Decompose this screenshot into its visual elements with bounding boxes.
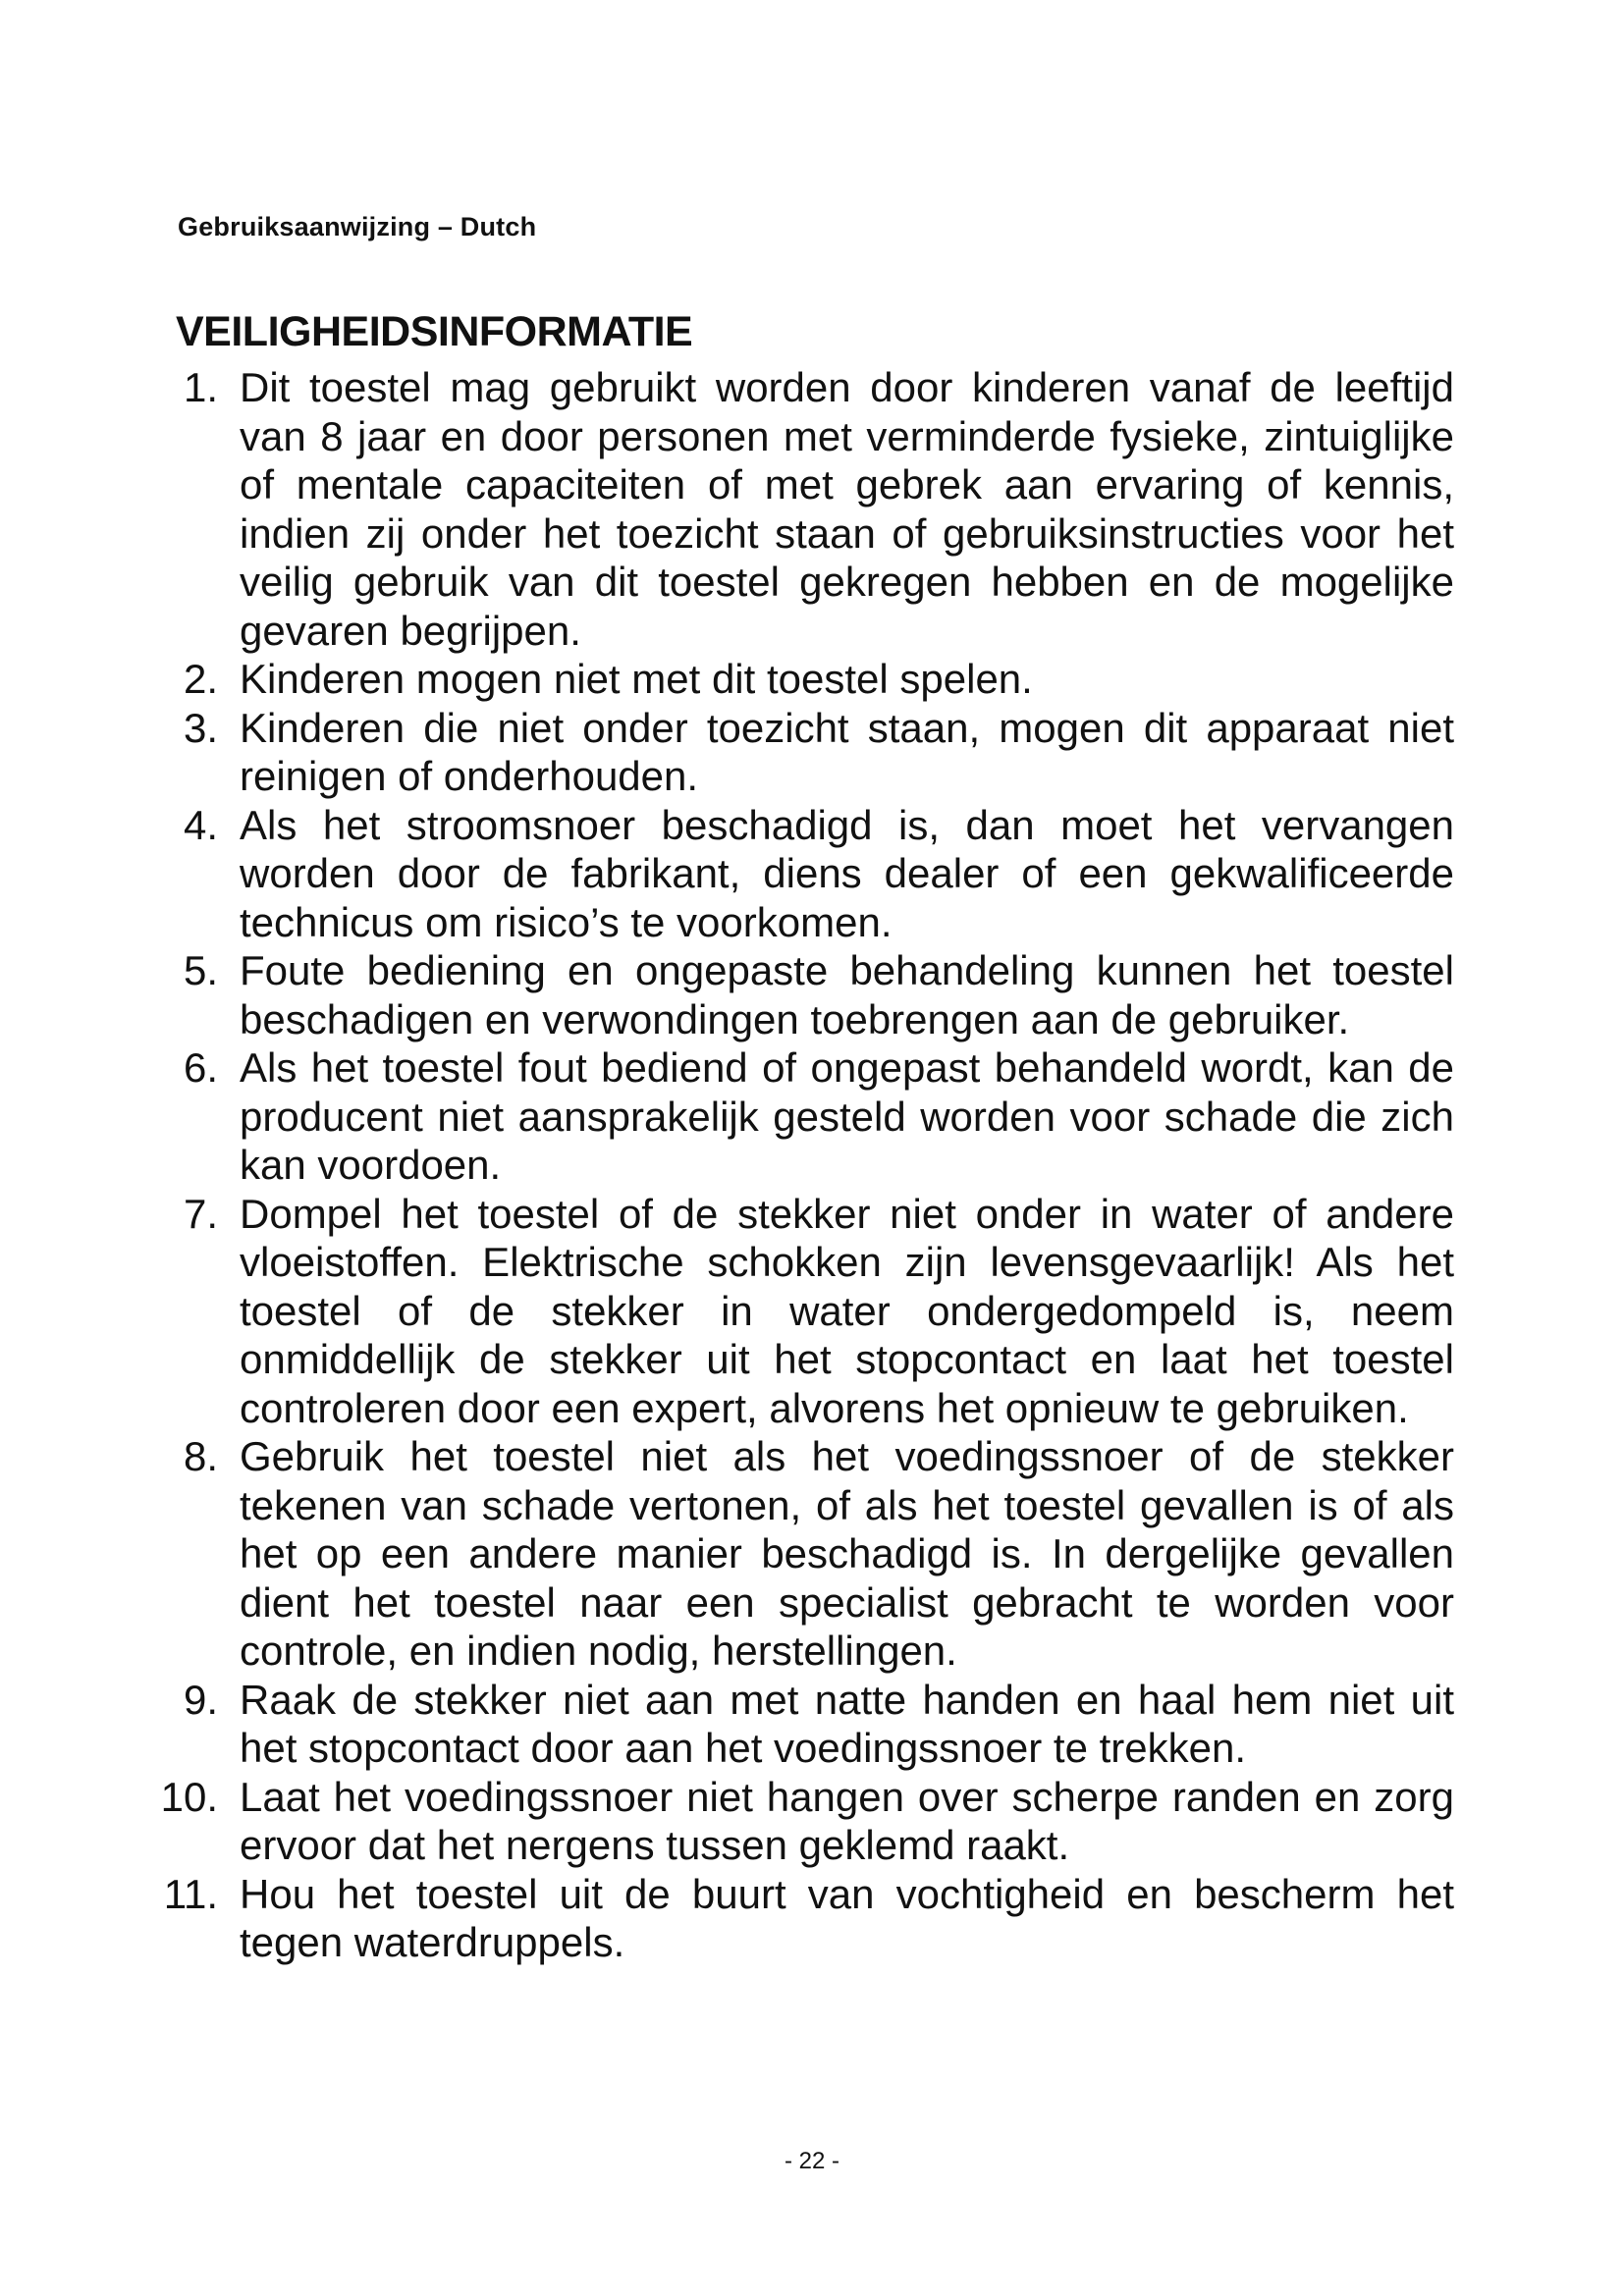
- item-text: Foute bediening en ongepaste behandeling kunnen het toestel beschadigen en verwondingen toebrengen aan de gebruiker.: [240, 947, 1454, 1042]
- item-text: Kinderen die niet onder toezicht staan, mogen dit apparaat niet reinigen of onderhouden.: [240, 704, 1454, 799]
- item-text: Als het stroomsnoer beschadigd is, dan moet het vervangen worden door de fabrikant, diens dealer of een gekwalificeerde technicus om risico’s te voorkomen.: [240, 801, 1454, 945]
- item-number: 4.: [183, 801, 218, 848]
- document-header: Gebruiksaanwijzing – Dutch: [178, 212, 537, 241]
- page-number: - 22 -: [784, 2148, 839, 2174]
- safety-instructions-list: [147, 363, 1483, 1967]
- list-item: [147, 1190, 1483, 1433]
- item-number: 7.: [183, 1190, 218, 1237]
- list-item: [147, 1432, 1483, 1676]
- section-title: VEILIGHEIDSINFORMATIE: [176, 308, 693, 355]
- item-text: Kinderen mogen niet met dit toestel spelen.: [240, 656, 1033, 702]
- item-number: 1.: [183, 364, 218, 410]
- list-item: [147, 1043, 1483, 1190]
- item-text: Dit toestel mag gebruikt worden door kinderen vanaf de leeftijd van 8 jaar en door personen met verminderde fysieke, zintuiglijke of mentale capaciteiten of met gebrek aan ervaring of kennis, indien zij onder het toezicht staan of gebruiksinstructies voor het veilig gebruik van dit toestel gekregen hebben en de mogelijke gevaren begrijpen.: [240, 364, 1454, 654]
- item-number: 6.: [183, 1044, 218, 1091]
- list-item: [147, 655, 1483, 704]
- list-item: [147, 1676, 1483, 1773]
- item-text: Raak de stekker niet aan met natte handen en haal hem niet uit het stopcontact door aan het voedingssnoer te trekken.: [240, 1676, 1454, 1771]
- item-number: 3.: [183, 704, 218, 751]
- item-number: 9.: [183, 1676, 218, 1723]
- item-number: 10.: [160, 1773, 218, 1820]
- item-text: Laat het voedingssnoer niet hangen over scherpe randen en zorg ervoor dat het nergens tussen geklemd raakt.: [240, 1773, 1454, 1868]
- item-text: Gebruik het toestel niet als het voedingssnoer of de stekker tekenen van schade vertonen, of als het toestel gevallen is of als het op een andere manier beschadigd is. In dergelijke gevallen dient het toestel naar een specialist gebracht te worden voor controle, en indien nodig, herstellingen.: [240, 1433, 1454, 1674]
- list-item: [147, 363, 1483, 655]
- item-number: 5.: [183, 947, 218, 993]
- item-text: Hou het toestel uit de buurt van vochtigheid en bescherm het tegen waterdruppels.: [240, 1870, 1454, 1965]
- item-text: Als het toestel fout bediend of ongepast behandeld wordt, kan de producent niet aansprakelijk gesteld worden voor schade die zich kan voordoen.: [240, 1044, 1454, 1188]
- list-item: [147, 946, 1483, 1043]
- list-item: [147, 1773, 1483, 1870]
- list-item: [147, 704, 1483, 801]
- item-number: 8.: [183, 1433, 218, 1479]
- item-number: 11.: [163, 1870, 218, 1917]
- item-number: 2.: [183, 656, 218, 702]
- list-item: [147, 1870, 1483, 1967]
- list-item: [147, 801, 1483, 947]
- item-text: Dompel het toestel of de stekker niet onder in water of andere vloeistoffen. Elektrische schokken zijn levensgevaarlijk! Als het toestel of de stekker in water ondergedompeld is, neem onmiddellijk de stekker uit het stopcontact en laat het toestel controleren door een expert, alvorens het opnieuw te gebruiken.: [240, 1190, 1454, 1431]
